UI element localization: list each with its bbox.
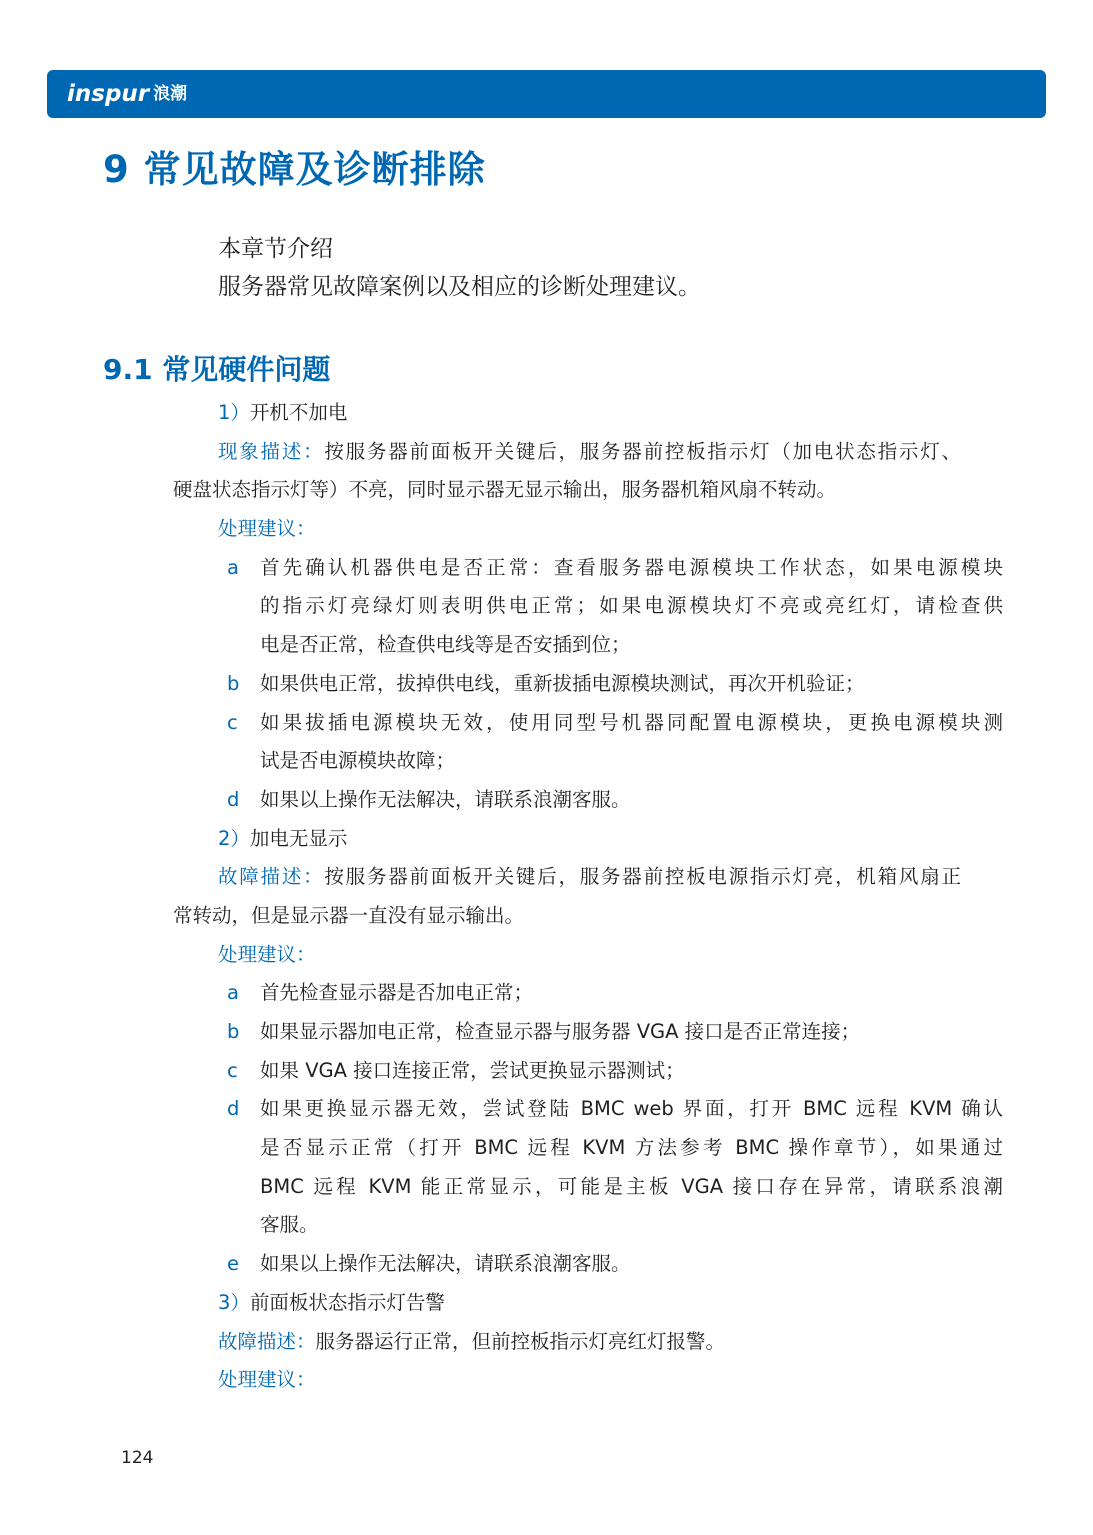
issue-title: 开机不加电	[249, 401, 348, 424]
list-item-text: 电是否正常，检查供电线等是否安插到位；	[260, 633, 631, 657]
issue-number: 2）	[218, 826, 250, 850]
intro-label: 本章节介绍	[218, 236, 333, 262]
description-text: 常转动，但是显示器一直没有显示输出。	[173, 903, 525, 927]
logo-wordmark: inspur	[67, 81, 150, 107]
issue-number: 3）	[218, 1290, 250, 1314]
list-item-text: 首先确认机器供电是否正常：查看服务器电源模块工作状态，如果电源模块	[260, 555, 1003, 579]
chapter-intro	[218, 230, 701, 306]
logo-chinese: 浪潮	[153, 84, 188, 104]
list-item-text: 如果更换显示器无效，尝试登陆 BMC web 界面，打开 BMC 远程 KVM 确认	[260, 1097, 1003, 1121]
list-item	[173, 1013, 1003, 1052]
list-item-letter: e	[227, 1252, 239, 1276]
chapter-title: 9 常见故障及诊断排除	[103, 148, 486, 191]
issue-description-cont	[173, 471, 1003, 510]
issue-description-cont	[173, 897, 1003, 936]
list-item	[173, 974, 1003, 1013]
intro-text: 服务器常见故障案例以及相应的诊断处理建议。	[218, 274, 701, 300]
list-item-text: BMC 远程 KVM 能正常显示，可能是主板 VGA 接口存在异常，请联系浪潮	[260, 1174, 1003, 1198]
list-item-text: 如果显示器加电正常，检查显示器与服务器 VGA 接口是否正常连接；	[260, 1020, 861, 1043]
list-item-text: 如果以上操作无法解决，请联系浪潮客服。	[260, 1252, 631, 1276]
list-item	[173, 1052, 1003, 1091]
list-item-letter: c	[227, 1058, 238, 1082]
issue-heading	[173, 820, 1003, 859]
issue-heading	[173, 1284, 1003, 1323]
description-text: 硬盘状态指示灯等）不亮，同时显示器无显示输出，服务器机箱风扇不转动。	[173, 478, 837, 502]
page-number: 124	[121, 1448, 154, 1468]
list-item-letter: d	[227, 1097, 240, 1121]
list-item-letter: c	[227, 710, 238, 734]
advice-label: 处理建议：	[218, 942, 316, 966]
description-label: 故障描述：	[218, 865, 325, 889]
issue-title: 前面板状态指示灯告警	[249, 1290, 445, 1314]
list-item-letter: b	[227, 1020, 240, 1043]
description-label: 故障描述：	[218, 1329, 316, 1353]
description-text: 按服务器前面板开关键后，服务器前控板指示灯（加电状态指示灯、	[324, 439, 961, 463]
list-item-text: 如果供电正常，拔掉供电线，重新拔插电源模块测试，再次开机验证；	[260, 671, 865, 695]
list-item-letter: d	[227, 787, 240, 811]
list-item-text: 的指示灯亮绿灯则表明供电正常；如果电源模块灯不亮或亮红灯，请检查供	[260, 594, 1003, 618]
list-item-letter: a	[227, 981, 239, 1005]
list-item-text: 是否显示正常（打开 BMC 远程 KVM 方法参考 BMC 操作章节），如果通过	[260, 1136, 1003, 1160]
list-item	[173, 549, 1003, 665]
list-item-text: 试是否电源模块故障；	[260, 749, 456, 773]
issue-title: 加电无显示	[249, 826, 348, 850]
list-item	[173, 781, 1003, 820]
issue-description	[173, 1323, 1003, 1362]
issue-description	[173, 858, 1003, 897]
list-item-text: 如果 VGA 接口连接正常，尝试更换显示器测试；	[260, 1058, 685, 1082]
list-item-text: 如果拔插电源模块无效，使用同型号机器同配置电源模块，更换电源模块测	[260, 710, 1003, 734]
list-item-text: 客服。	[260, 1213, 319, 1237]
header-bar	[47, 70, 1046, 118]
issue-description	[173, 433, 1003, 472]
advice-label: 处理建议：	[218, 517, 316, 541]
list-item	[173, 1245, 1003, 1284]
list-item	[173, 665, 1003, 704]
issue-number: 1）	[218, 401, 250, 424]
list-item-text: 如果以上操作无法解决，请联系浪潮客服。	[260, 787, 631, 811]
description-label: 现象描述：	[218, 439, 325, 463]
section-title: 9.1 常见硬件问题	[103, 353, 331, 386]
list-item	[173, 1090, 1003, 1245]
list-item	[173, 704, 1003, 781]
section-body	[173, 394, 1003, 1400]
issue-heading	[173, 394, 1003, 433]
advice-label: 处理建议：	[218, 1368, 316, 1392]
description-text: 按服务器前面板开关键后，服务器前控板电源指示灯亮，机箱风扇正	[324, 865, 961, 889]
list-item-text: 首先检查显示器是否加电正常；	[260, 981, 534, 1005]
description-text: 服务器运行正常，但前控板指示灯亮红灯报警。	[315, 1329, 726, 1353]
list-item-letter: a	[227, 555, 239, 579]
list-item-letter: b	[227, 671, 240, 695]
inspur-logo	[67, 80, 187, 108]
